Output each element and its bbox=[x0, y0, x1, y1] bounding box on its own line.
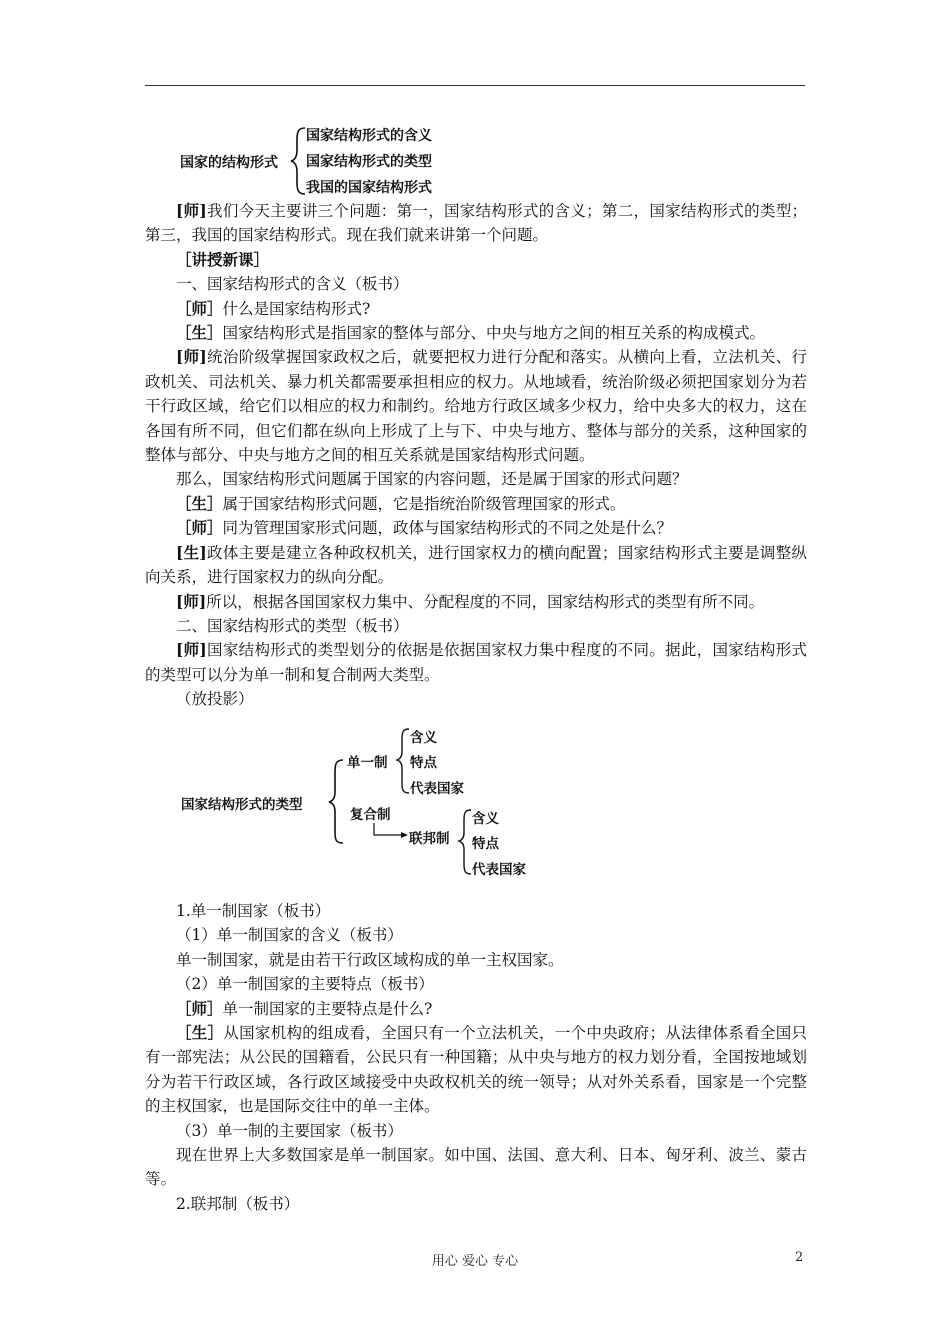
paragraph: ［生］属于国家结构形式问题，它是指统治阶级管理国家的形式。 bbox=[176, 493, 626, 513]
paragraph: [师]国家结构形式的类型划分的依据是依据国家权力集中程度的不同。据此，国家结构形式的类型可以分为单一制和复合制两大类型。 bbox=[145, 640, 807, 684]
speaker-tag: [师] bbox=[176, 591, 207, 611]
diagram2-federal-item: 特点 bbox=[472, 836, 499, 852]
paragraph: （2）单一制国家的主要特点（板书） bbox=[176, 975, 434, 994]
paragraph: 一、国家结构形式的含义（板书） bbox=[176, 275, 409, 294]
paragraph: 单一制国家，就是由若干行政区域构成的单一主权国家。 bbox=[176, 950, 564, 969]
paragraph: [生]政体主要是建立各种政权机关，进行国家权力的横向配置；国家结构形式主要是调整纵向关系，进行国家权力的纵向分配。 bbox=[145, 542, 807, 587]
diagram2-unitary-item: 特点 bbox=[410, 755, 437, 771]
paragraph: ［生］从国家机构的组成看，全国只有一个立法机关，一个中央政府；从法律体系看全国只有一部宪法；从公民的国籍看，公民只有一种国籍；从中央与地方的权力划分看，全国按地域划分为若干行政区域，各行政区域接受中央政权机关的统一领导；从对外关系看，国家是一个完整的主权国家，也是国际交往中的单一主体。 bbox=[145, 1023, 807, 1116]
diagram2-federal-item: 含义 bbox=[472, 811, 499, 827]
speaker-tag: [师] bbox=[176, 201, 207, 220]
speaker-tag: ［生］ bbox=[176, 1023, 224, 1043]
body-text-2 bbox=[145, 899, 807, 1216]
diagram1-item: 国家结构形式的类型 bbox=[306, 154, 432, 170]
speaker-tag: ［师］ bbox=[176, 518, 223, 538]
footer-motto: 用心 爱心 专心 bbox=[431, 1254, 519, 1269]
diagram2-compound: 复合制 bbox=[350, 807, 391, 823]
diagram1-item: 国家结构形式的含义 bbox=[306, 128, 432, 144]
paragraph: 1.单一制国家（板书） bbox=[176, 902, 331, 920]
paragraph: [师]所以，根据各国国家权力集中、分配程度的不同，国家结构形式的类型有所不同。 bbox=[176, 591, 765, 611]
diagram2-unitary-item: 含义 bbox=[410, 730, 437, 746]
speaker-tag: ［生］ bbox=[176, 323, 223, 343]
speaker-tag: ［师］ bbox=[176, 298, 223, 318]
paragraph: [师]我们今天主要讲三个问题：第一，国家结构形式的含义；第二，国家结构形式的类型；第三，我国的国家结构形式。现在我们就来讲第一个问题。 bbox=[145, 201, 807, 245]
diagram2-unitary-item: 代表国家 bbox=[410, 781, 464, 797]
diagram2-federal-item: 代表国家 bbox=[472, 862, 526, 878]
speaker-tag: ［师］ bbox=[176, 998, 223, 1018]
diagram2-unitary: 单一制 bbox=[347, 755, 388, 771]
paragraph: ［师］同为管理国家形式问题，政体与国家结构形式的不同之处是什么？ bbox=[176, 518, 673, 538]
paragraph: （3）单一制的主要国家（板书） bbox=[176, 1121, 403, 1140]
paragraph: （1）单一制国家的含义（板书） bbox=[176, 926, 403, 945]
diagram2-root: 国家结构形式的类型 bbox=[181, 797, 303, 813]
section-heading: ［讲授新课］ bbox=[176, 249, 270, 269]
diagram1-label: 国家的结构形式 bbox=[180, 155, 278, 171]
paragraph: ［师］单一制国家的主要特点是什么? bbox=[176, 998, 433, 1018]
paragraph: ［师］什么是国家结构形式? bbox=[176, 298, 371, 318]
page-number: 2 bbox=[795, 1250, 804, 1265]
paragraph: ［生］国家结构形式是指国家的整体与部分、中央与地方之间的相互关系的构成模式。 bbox=[176, 323, 766, 343]
speaker-tag: [师] bbox=[176, 347, 207, 367]
speaker-tag: [师] bbox=[176, 640, 207, 660]
paragraph: （放投影） bbox=[176, 690, 254, 709]
diagram1-item: 我国的国家结构形式 bbox=[306, 180, 432, 196]
speaker-tag: ［生］ bbox=[176, 493, 223, 513]
paragraph: 2.联邦制（板书） bbox=[176, 1194, 300, 1213]
diagram2-federal: 联邦制 bbox=[409, 831, 450, 847]
paragraph: 现在世界上大多数国家是单一制国家。如中国、法国、意大利、日本、匈牙利、波兰、蒙古等。 bbox=[145, 1146, 807, 1189]
speaker-tag: [生] bbox=[176, 542, 207, 562]
paragraph: [师]统治阶级掌握国家政权之后，就要把权力进行分配和落实。从横向上看，立法机关、行政机关、司法机关、暴力机关都需要承担相应的权力。从地域看，统治阶级必须把国家划分为若干行政区域，给它们以相应的权力和制约。给地方行政区域多少权力，给中央多大的权力，这在各国有所不同，但它们都在纵向上形成了上与下、中央与地方、整体与部分的关系，这种国家的整体与部分、中央与地方之间的相互关系就是国家结构形式问题。 bbox=[145, 347, 807, 465]
paragraph: 那么，国家结构形式问题属于国家的内容问题，还是属于国家的形式问题？ bbox=[176, 470, 688, 489]
paragraph: 二、国家结构形式的类型（板书） bbox=[176, 616, 409, 635]
